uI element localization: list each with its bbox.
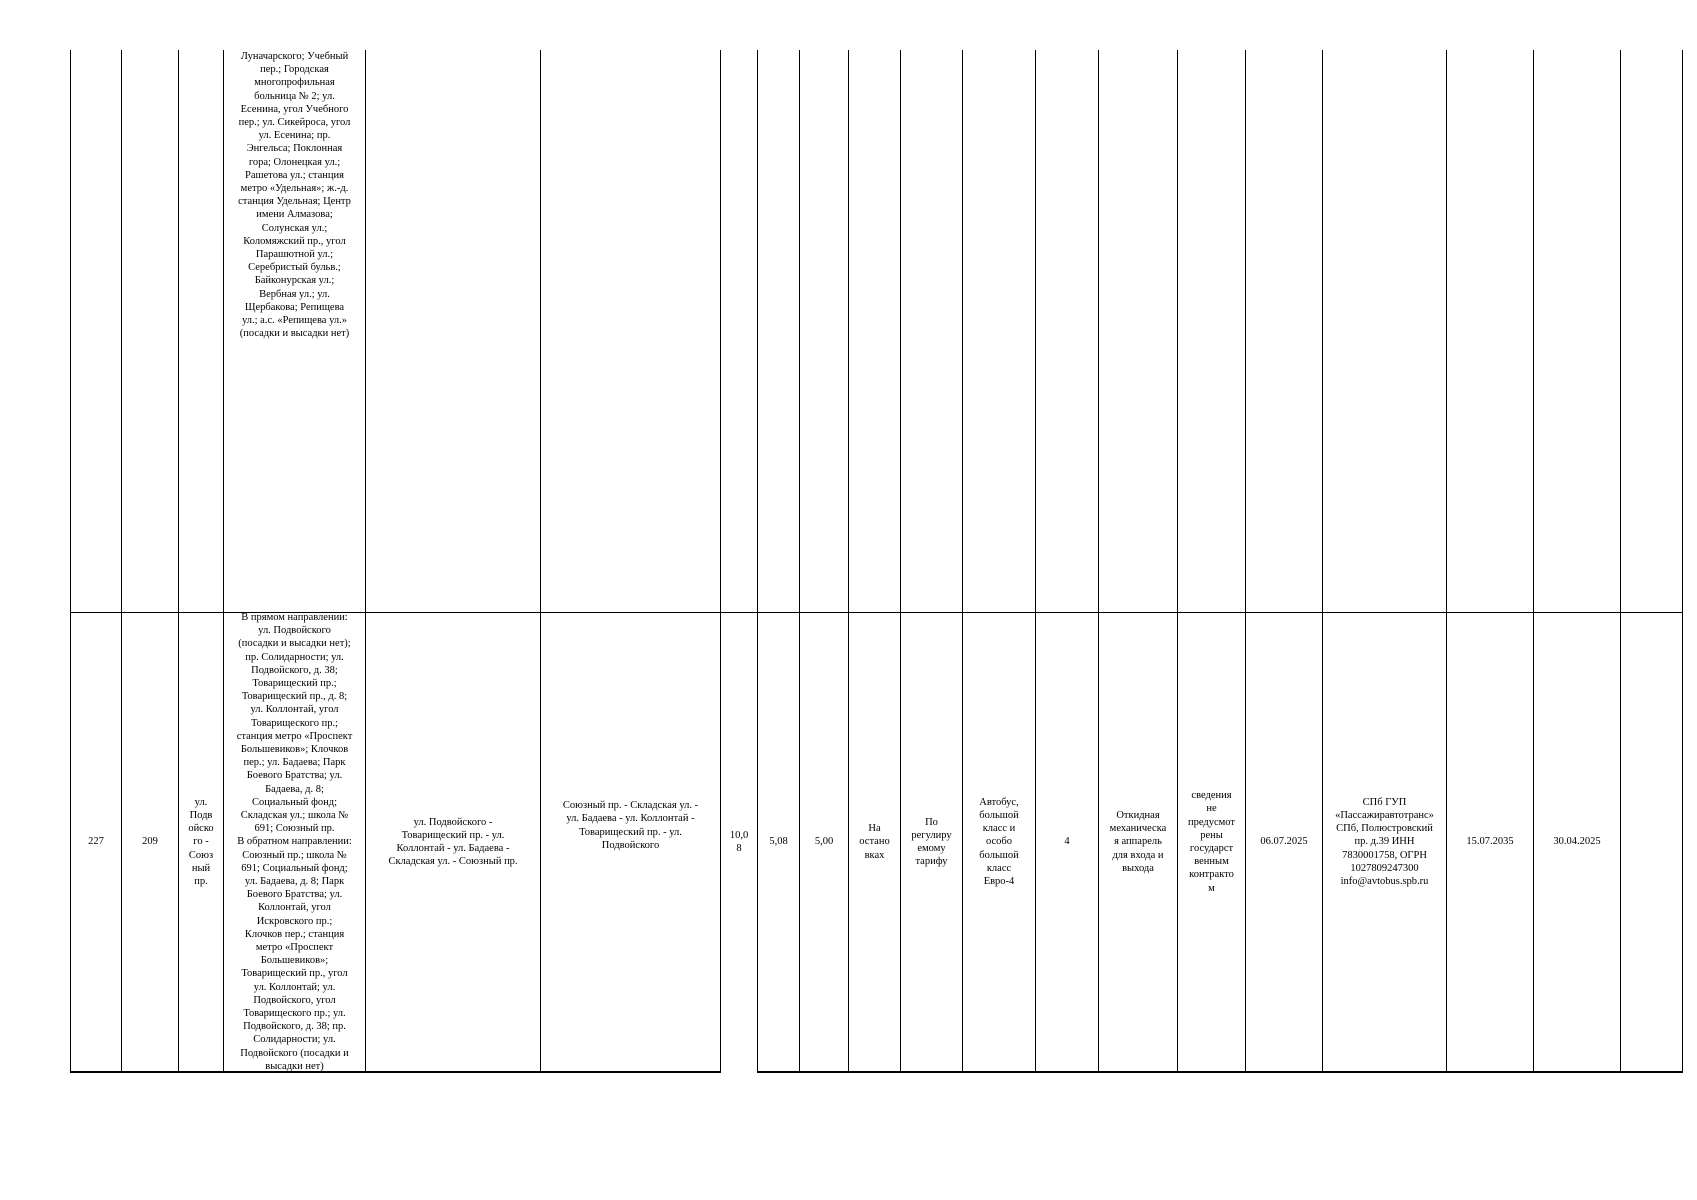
- streets-backward: Союзный пр. - Складская ул. - ул. Бадаева - ул. Коллонтай - Товарищеский пр. - ул. Подвойского: [562, 800, 699, 851]
- change-date-cell: [1534, 613, 1620, 1071]
- vehicle-count: 4: [1064, 836, 1070, 848]
- row-number: 227: [88, 836, 104, 848]
- end-date: 15.07.2035: [1466, 836, 1514, 848]
- vehicle-class: Автобус, большой класс и особо большой класс Евро-4: [979, 796, 1019, 887]
- streets-backward-cell: [541, 613, 720, 1038]
- contract-info: сведения не предусмот рены государст венным контракто м: [1188, 790, 1235, 894]
- stops-cell-continued: [224, 50, 365, 610]
- carrier-cell: [1323, 613, 1446, 1071]
- boarding-rule: На остано вках: [859, 823, 890, 861]
- accessibility-cell: [1099, 613, 1177, 1071]
- accessibility-equipment: Откидная механическа я аппарель для входа и выхода: [1109, 809, 1167, 874]
- length-backward-cell: [800, 613, 848, 1071]
- route-name-cell: [179, 613, 223, 1071]
- streets-forward: ул. Подвойского - Товарищеский пр. - ул. Коллонтай - ул. Бадаева - Складская ул. - Союзный пр.: [388, 816, 518, 868]
- tariff-cell: [901, 613, 962, 1071]
- stops-text: Луначарского; Учебный пер.; Городская многопрофильная больница № 2; ул. Есенина, угол Учебного пер.; ул. Сикейроса, угол ул. Есенина; пр. Энгельса; Поклонная гора; Олонецкая ул.; Рашетова ул.; станция метро «Удельная»; ж.-д. станция Удельная; Центр имени Алмазова; Солунская ул.; Коломяжский пр., угол Парашютной ул.; Серебристый бульв.; Байконурская ул.; Вербная ул.; ул. Щербакова; Репищева ул.; а.с. «Репищева ул.» (посадки и высадки нет): [238, 51, 351, 340]
- stops-text: В прямом направлении: ул. Подвойского (посадки и высадки нет); пр. Солидарности; ул. Подвойского, д. 38; Товарищеский пр.; Товарищеский пр., д. 8; ул. Коллонтай, угол Товарищеского пр.; станция метро «Проспект Большевиков»; Клочков пер.; ул. Бадаева; Парк Боевого Братства; ул. Бадаева, д. 8; Социальный фонд; Складская ул.; школа № 691; Союзный пр. В обратном направлении: Союзный пр.; школа № 691; Социальный фонд; ул. Бадаева, д. 8; Парк Боевого Братства; ул. Коллонтай, угол Искровского пр.; Клочков пер.; станция метро «Проспект Большевиков»; Товарищеский пр., угол ул. Коллонтай; ул. Подвойского, угол Товарищеского пр.; ул. Подвойского, д. 38; пр. Солидарности; ул. Подвойского (посадки и высадки нет): [236, 612, 353, 1072]
- start-date-cell: [1246, 613, 1322, 1071]
- length-forward-cell: [758, 613, 799, 1071]
- column-border: [1682, 50, 1683, 1073]
- table-bottom-border-right: [757, 1071, 1682, 1073]
- length-forward: 5,08: [769, 836, 788, 848]
- tariff-type: По регулиру емому тарифу: [911, 816, 952, 868]
- route-number: 209: [142, 836, 158, 848]
- length-backward: 5,00: [814, 836, 834, 848]
- row-number-cell: [71, 613, 121, 1071]
- route-number-cell: [122, 613, 178, 1071]
- start-date: 06.07.2025: [1260, 836, 1308, 848]
- change-date: 30.04.2025: [1553, 836, 1601, 848]
- carrier-info: СПб ГУП «Пассажиравтотранс» СПб, Полюстровский пр. д.39 ИНН 7830001758, ОГРН 1027809247300 info@avtobus.spb.ru: [1335, 796, 1434, 887]
- boarding-cell: [849, 613, 900, 1071]
- contract-cell: [1178, 613, 1245, 1071]
- streets-forward-cell: [366, 613, 540, 1071]
- length-total: 10,0 8: [729, 829, 749, 854]
- table-bottom-border-left: [70, 1071, 720, 1073]
- vehicle-count-cell: [1036, 613, 1098, 1071]
- route-name: ул. Подв ойско го - Союз ный пр.: [188, 796, 214, 887]
- length-total-cell: [721, 613, 757, 1071]
- note-cell: [1621, 613, 1682, 1071]
- end-date-cell: [1447, 613, 1533, 1071]
- vehicle-cell: [963, 613, 1035, 1071]
- stops-cell: [224, 612, 365, 1072]
